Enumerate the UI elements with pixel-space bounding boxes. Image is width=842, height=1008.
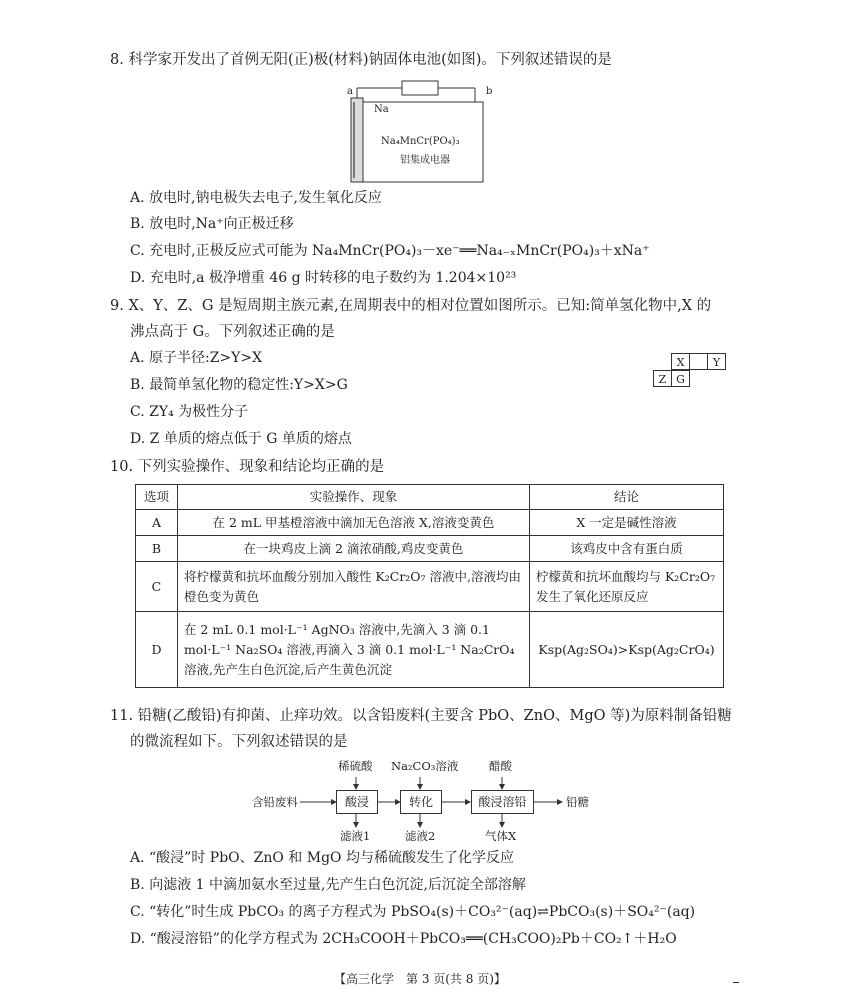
table-row: [136, 562, 724, 612]
q11-stem-line2: 的微流程如下。下列叙述错误的是: [130, 734, 348, 750]
flow-output-filtrate1: 滤液1: [340, 829, 371, 843]
row-operation: 在一块鸡皮上滴 2 滴浓硝酸,鸡皮变黄色: [177, 536, 529, 562]
cell-g: G: [671, 370, 690, 387]
na-electrode: [351, 98, 363, 182]
q11-stem-line1: 11. 铅糖(乙酸铅)有抑菌、止痒功效。以含铅废料(主要含 PbO、ZnO、MgO 等)为原料制备铅糖: [110, 708, 732, 724]
q11-option-c: C. “转化”时生成 PbCO₃ 的离子方程式为 PbSO₄(s)＋CO₃²⁻(aq)⇌PbCO₃(s)＋SO₄²⁻(aq): [130, 904, 696, 920]
battery-diagram: [340, 78, 500, 186]
row-conclusion: X 一定是碱性溶液: [530, 510, 724, 536]
row-option: A: [136, 510, 178, 536]
q9-option-b: B. 最简单氢化物的稳定性:Y>X>G: [130, 377, 348, 393]
flow-output-gas: 气体X: [485, 829, 517, 843]
q8-option-d: D. 充电时,a 极净增重 46 g 时转移的电子数约为 1.204×10²³: [130, 270, 517, 286]
flow-box-conversion: 转化: [400, 790, 442, 814]
flow-box-lead-dissolve: 酸浸溶铅: [471, 790, 534, 814]
header-option: 选项: [136, 485, 178, 510]
q9-stem-line1: 9. X、Y、Z、G 是短周期主族元素,在周期表中的相对位置如图所示。已知:简单氢化物中,X 的: [110, 298, 712, 314]
flow-input-carbonate: Na₂CO₃溶液: [391, 759, 459, 773]
row-conclusion: 该鸡皮中含有蛋白质: [530, 536, 724, 562]
flow-end: 铅糖: [566, 795, 589, 809]
q8-stem: 8. 科学家开发出了首例无阳(正)极(材料)钠固体电池(如图)。下列叙述错误的是: [110, 52, 612, 68]
q9-option-a: A. 原子半径:Z>Y>X: [130, 350, 263, 366]
table-row: [136, 612, 724, 688]
q11-option-a: A. “酸浸”时 PbO、ZnO 和 MgO 均与稀硫酸发生了化学反应: [130, 850, 514, 866]
cell-blank: [689, 353, 708, 370]
q8-option-c: C. 充电时,正极反应式可能为 Na₄MnCr(PO₄)₃－xe⁻══Na₄₋ₓMnCr(PO₄)₃＋xNa⁺: [130, 243, 650, 259]
q8-option-b: B. 放电时,Na⁺向正极迁移: [130, 216, 294, 232]
row-option: B: [136, 536, 178, 562]
header-operation: 实验操作、现象: [177, 485, 529, 510]
q8-option-a: A. 放电时,钠电极失去电子,发生氧化反应: [130, 190, 382, 206]
q9-option-c: C. ZY₄ 为极性分子: [130, 404, 249, 420]
table-row: [136, 510, 724, 536]
footer-mark: [733, 982, 739, 983]
q11-option-b: B. 向滤液 1 中滴加氨水至过量,先产生白色沉淀,后沉淀全部溶解: [130, 877, 526, 893]
cell-y: Y: [707, 353, 726, 370]
row-option: D: [136, 612, 178, 688]
cell-x: X: [671, 353, 690, 370]
label-na: Na: [374, 104, 389, 115]
row-operation: 将柠檬黄和抗坏血酸分别加入酸性 K₂Cr₂O₇ 溶液中,溶液均由橙色变为黄色: [177, 562, 529, 612]
label-b: b: [486, 86, 493, 97]
flow-output-filtrate2: 滤液2: [405, 829, 436, 843]
flow-input-acetic: 醋酸: [489, 759, 512, 773]
flow-input-acid: 稀硫酸: [338, 759, 373, 773]
row-operation: 在 2 mL 0.1 mol·L⁻¹ AgNO₃ 溶液中,先滴入 3 滴 0.1 mol·L⁻¹ Na₂SO₄ 溶液,再滴入 3 滴 0.1 mol·L⁻¹ Na₂CrO₄ 溶液,先产生白色沉淀,后产生黄色沉淀: [177, 612, 529, 688]
row-operation: 在 2 mL 甲基橙溶液中滴加无色溶液 X,溶液变黄色: [177, 510, 529, 536]
q9-option-d: D. Z 单质的熔点低于 G 单质的熔点: [130, 431, 352, 447]
page-footer: 【高三化学 第 3 页(共 8 页)】: [334, 972, 506, 986]
label-a: a: [347, 86, 353, 97]
header-conclusion: 结论: [530, 485, 724, 510]
q11-option-d: D. “酸浸溶铅”的化学方程式为 2CH₃COOH＋PbCO₃══(CH₃COO)₂Pb＋CO₂↑＋H₂O: [130, 931, 677, 947]
row-conclusion: Ksp(Ag₂SO₄)>Ksp(Ag₂CrO₄): [530, 612, 724, 688]
label-collector: 铝集成电器: [400, 155, 450, 166]
experiment-table: [135, 484, 724, 688]
row-option: C: [136, 562, 178, 612]
table-row: [136, 536, 724, 562]
q10-stem: 10. 下列实验操作、现象和结论均正确的是: [110, 459, 385, 475]
table-header-row: [136, 485, 724, 510]
row-conclusion: 柠檬黄和抗坏血酸均与 K₂Cr₂O₇ 发生了氧化还原反应: [530, 562, 724, 612]
q9-stem-line2: 沸点高于 G。下列叙述正确的是: [130, 324, 335, 340]
label-cathode-formula: Na₄MnCr(PO₄)₃: [381, 136, 460, 147]
cell-z: Z: [653, 370, 672, 387]
flow-start: 含铅废料: [252, 795, 298, 809]
flow-box-acid-leach: 酸浸: [336, 790, 378, 814]
